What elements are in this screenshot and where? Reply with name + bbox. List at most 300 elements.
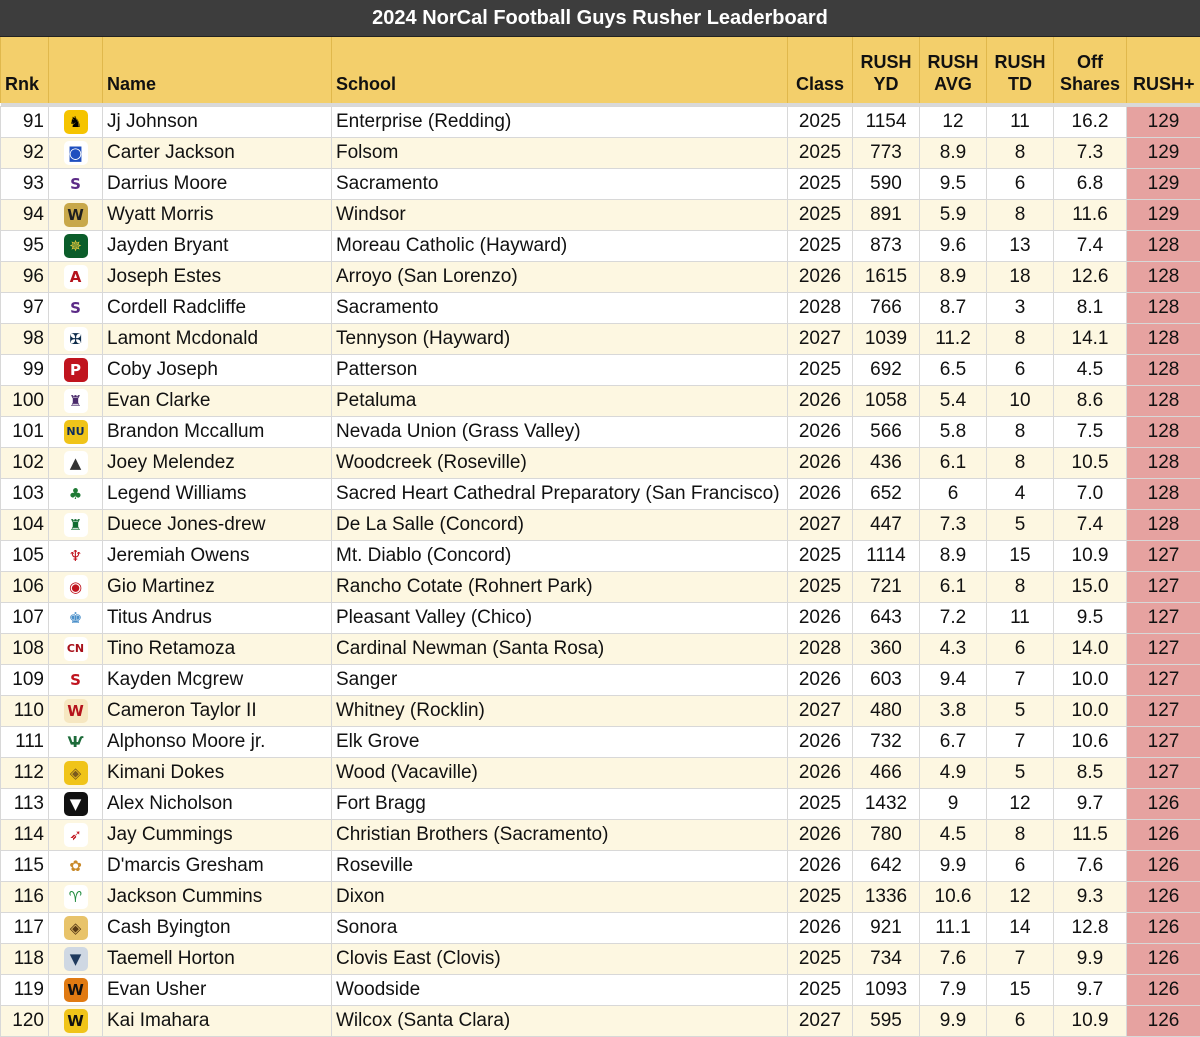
rush-avg-cell[interactable]: 8.9 [920, 541, 987, 572]
logo-cell[interactable] [49, 293, 103, 324]
rush-td-cell[interactable]: 8 [987, 572, 1054, 603]
rush-td-cell[interactable]: 8 [987, 417, 1054, 448]
rank-cell[interactable]: 102 [1, 448, 49, 479]
off-shares-cell[interactable]: 8.5 [1054, 758, 1127, 789]
name-cell[interactable]: Alphonso Moore jr. [103, 727, 332, 758]
rush-plus-cell[interactable]: 126 [1127, 820, 1200, 851]
rush-yd-cell[interactable]: 360 [853, 634, 920, 665]
school-cell[interactable]: Roseville [332, 851, 788, 882]
col-header-school[interactable]: School [332, 37, 788, 103]
off-shares-cell[interactable]: 11.5 [1054, 820, 1127, 851]
table-row[interactable] [1, 789, 1200, 820]
rank-cell[interactable]: 92 [1, 138, 49, 169]
table-row[interactable] [1, 355, 1200, 386]
school-cell[interactable]: Woodcreek (Roseville) [332, 448, 788, 479]
table-row[interactable] [1, 138, 1200, 169]
class-cell[interactable]: 2026 [788, 603, 853, 634]
name-cell[interactable]: D'marcis Gresham [103, 851, 332, 882]
school-cell[interactable]: Fort Bragg [332, 789, 788, 820]
rush-plus-cell[interactable]: 127 [1127, 665, 1200, 696]
rush-yd-cell[interactable]: 436 [853, 448, 920, 479]
rush-plus-cell[interactable]: 128 [1127, 324, 1200, 355]
class-cell[interactable]: 2026 [788, 913, 853, 944]
rush-td-cell[interactable]: 13 [987, 231, 1054, 262]
rush-avg-cell[interactable]: 6 [920, 479, 987, 510]
class-cell[interactable]: 2025 [788, 572, 853, 603]
name-cell[interactable]: Wyatt Morris [103, 200, 332, 231]
logo-cell[interactable] [49, 913, 103, 944]
name-cell[interactable]: Tino Retamoza [103, 634, 332, 665]
school-cell[interactable]: Sonora [332, 913, 788, 944]
school-cell[interactable]: De La Salle (Concord) [332, 510, 788, 541]
name-cell[interactable]: Evan Clarke [103, 386, 332, 417]
rush-avg-cell[interactable]: 5.9 [920, 200, 987, 231]
rush-yd-cell[interactable]: 766 [853, 293, 920, 324]
class-cell[interactable]: 2025 [788, 541, 853, 572]
col-header-class[interactable]: Class [788, 37, 853, 103]
rush-td-cell[interactable]: 7 [987, 665, 1054, 696]
rush-avg-cell[interactable]: 12 [920, 107, 987, 138]
rank-cell[interactable]: 103 [1, 479, 49, 510]
name-cell[interactable]: Cordell Radcliffe [103, 293, 332, 324]
table-row[interactable] [1, 107, 1200, 138]
rank-cell[interactable]: 99 [1, 355, 49, 386]
rush-yd-cell[interactable]: 780 [853, 820, 920, 851]
rank-cell[interactable]: 109 [1, 665, 49, 696]
class-cell[interactable]: 2026 [788, 851, 853, 882]
rush-plus-cell[interactable]: 128 [1127, 448, 1200, 479]
table-row[interactable] [1, 696, 1200, 727]
rush-plus-cell[interactable]: 126 [1127, 789, 1200, 820]
table-row[interactable] [1, 262, 1200, 293]
class-cell[interactable]: 2026 [788, 727, 853, 758]
rank-cell[interactable]: 97 [1, 293, 49, 324]
table-row[interactable] [1, 200, 1200, 231]
rush-yd-cell[interactable]: 1615 [853, 262, 920, 293]
rush-td-cell[interactable]: 7 [987, 944, 1054, 975]
rush-plus-cell[interactable]: 128 [1127, 510, 1200, 541]
rush-plus-cell[interactable]: 128 [1127, 355, 1200, 386]
col-header-off-shares[interactable] [1054, 37, 1127, 103]
logo-cell[interactable] [49, 1006, 103, 1037]
col-header-rush-plus[interactable]: RUSH+ [1127, 37, 1200, 103]
rush-td-cell[interactable]: 8 [987, 448, 1054, 479]
rush-avg-cell[interactable]: 4.5 [920, 820, 987, 851]
logo-cell[interactable] [49, 324, 103, 355]
school-cell[interactable]: Clovis East (Clovis) [332, 944, 788, 975]
school-cell[interactable]: Sanger [332, 665, 788, 696]
table-row[interactable] [1, 882, 1200, 913]
rush-yd-cell[interactable]: 773 [853, 138, 920, 169]
rush-plus-cell[interactable]: 129 [1127, 200, 1200, 231]
rank-cell[interactable]: 114 [1, 820, 49, 851]
rush-plus-cell[interactable]: 127 [1127, 572, 1200, 603]
logo-cell[interactable] [49, 789, 103, 820]
off-shares-cell[interactable]: 6.8 [1054, 169, 1127, 200]
rush-yd-cell[interactable]: 1039 [853, 324, 920, 355]
rush-plus-cell[interactable]: 126 [1127, 1006, 1200, 1037]
name-cell[interactable]: Jeremiah Owens [103, 541, 332, 572]
class-cell[interactable]: 2027 [788, 1006, 853, 1037]
rush-td-cell[interactable]: 7 [987, 727, 1054, 758]
school-cell[interactable]: Enterprise (Redding) [332, 107, 788, 138]
class-cell[interactable]: 2025 [788, 200, 853, 231]
rush-yd-cell[interactable]: 1058 [853, 386, 920, 417]
rush-td-cell[interactable]: 10 [987, 386, 1054, 417]
class-cell[interactable]: 2026 [788, 665, 853, 696]
rush-plus-cell[interactable]: 127 [1127, 603, 1200, 634]
rush-avg-cell[interactable]: 7.6 [920, 944, 987, 975]
name-cell[interactable]: Cash Byington [103, 913, 332, 944]
rush-plus-cell[interactable]: 127 [1127, 758, 1200, 789]
off-shares-cell[interactable]: 7.5 [1054, 417, 1127, 448]
rush-avg-cell[interactable]: 9.6 [920, 231, 987, 262]
table-row[interactable] [1, 758, 1200, 789]
rank-cell[interactable]: 116 [1, 882, 49, 913]
rank-cell[interactable]: 111 [1, 727, 49, 758]
off-shares-cell[interactable]: 14.1 [1054, 324, 1127, 355]
rush-avg-cell[interactable]: 9.9 [920, 1006, 987, 1037]
class-cell[interactable]: 2026 [788, 758, 853, 789]
logo-cell[interactable] [49, 417, 103, 448]
col-header-rush-yd[interactable] [853, 37, 920, 103]
class-cell[interactable]: 2025 [788, 882, 853, 913]
name-cell[interactable]: Titus Andrus [103, 603, 332, 634]
school-cell[interactable]: Wilcox (Santa Clara) [332, 1006, 788, 1037]
class-cell[interactable]: 2025 [788, 355, 853, 386]
table-row[interactable] [1, 1006, 1200, 1037]
rush-td-cell[interactable]: 5 [987, 510, 1054, 541]
rush-td-cell[interactable]: 4 [987, 479, 1054, 510]
rush-plus-cell[interactable]: 126 [1127, 882, 1200, 913]
rank-cell[interactable]: 91 [1, 107, 49, 138]
school-cell[interactable]: Moreau Catholic (Hayward) [332, 231, 788, 262]
off-shares-cell[interactable]: 15.0 [1054, 572, 1127, 603]
rush-yd-cell[interactable]: 480 [853, 696, 920, 727]
table-row[interactable] [1, 510, 1200, 541]
rush-plus-cell[interactable]: 128 [1127, 293, 1200, 324]
off-shares-cell[interactable]: 9.5 [1054, 603, 1127, 634]
off-shares-cell[interactable]: 8.6 [1054, 386, 1127, 417]
rush-avg-cell[interactable]: 4.3 [920, 634, 987, 665]
rush-plus-cell[interactable]: 126 [1127, 851, 1200, 882]
rush-td-cell[interactable]: 5 [987, 696, 1054, 727]
class-cell[interactable]: 2025 [788, 231, 853, 262]
school-cell[interactable]: Dixon [332, 882, 788, 913]
rush-avg-cell[interactable]: 6.5 [920, 355, 987, 386]
logo-cell[interactable] [49, 448, 103, 479]
off-shares-cell[interactable]: 7.4 [1054, 231, 1127, 262]
off-shares-cell[interactable]: 7.0 [1054, 479, 1127, 510]
rush-yd-cell[interactable]: 642 [853, 851, 920, 882]
table-row[interactable] [1, 634, 1200, 665]
rush-plus-cell[interactable]: 129 [1127, 169, 1200, 200]
name-cell[interactable]: Kai Imahara [103, 1006, 332, 1037]
rush-yd-cell[interactable]: 1432 [853, 789, 920, 820]
logo-cell[interactable] [49, 510, 103, 541]
name-cell[interactable]: Cameron Taylor II [103, 696, 332, 727]
school-cell[interactable]: Pleasant Valley (Chico) [332, 603, 788, 634]
class-cell[interactable]: 2028 [788, 634, 853, 665]
rank-cell[interactable]: 100 [1, 386, 49, 417]
rank-cell[interactable]: 108 [1, 634, 49, 665]
class-cell[interactable]: 2025 [788, 944, 853, 975]
rush-td-cell[interactable]: 18 [987, 262, 1054, 293]
rush-plus-cell[interactable]: 129 [1127, 138, 1200, 169]
logo-cell[interactable] [49, 758, 103, 789]
rush-avg-cell[interactable]: 7.9 [920, 975, 987, 1006]
logo-cell[interactable] [49, 820, 103, 851]
logo-cell[interactable] [49, 479, 103, 510]
rank-cell[interactable]: 101 [1, 417, 49, 448]
name-cell[interactable]: Taemell Horton [103, 944, 332, 975]
rush-avg-cell[interactable]: 9.5 [920, 169, 987, 200]
rush-avg-cell[interactable]: 9 [920, 789, 987, 820]
rank-cell[interactable]: 113 [1, 789, 49, 820]
rank-cell[interactable]: 107 [1, 603, 49, 634]
rush-yd-cell[interactable]: 891 [853, 200, 920, 231]
school-cell[interactable]: Nevada Union (Grass Valley) [332, 417, 788, 448]
rush-td-cell[interactable]: 15 [987, 975, 1054, 1006]
off-shares-cell[interactable]: 7.6 [1054, 851, 1127, 882]
col-header-rush-td[interactable] [987, 37, 1054, 103]
rush-avg-cell[interactable]: 8.9 [920, 138, 987, 169]
table-row[interactable] [1, 417, 1200, 448]
rank-cell[interactable]: 120 [1, 1006, 49, 1037]
name-cell[interactable]: Coby Joseph [103, 355, 332, 386]
rush-td-cell[interactable]: 12 [987, 789, 1054, 820]
rush-yd-cell[interactable]: 447 [853, 510, 920, 541]
rush-plus-cell[interactable]: 128 [1127, 479, 1200, 510]
off-shares-cell[interactable]: 8.1 [1054, 293, 1127, 324]
rush-td-cell[interactable]: 8 [987, 820, 1054, 851]
rush-yd-cell[interactable]: 652 [853, 479, 920, 510]
table-row[interactable] [1, 975, 1200, 1006]
rush-plus-cell[interactable]: 127 [1127, 696, 1200, 727]
rush-plus-cell[interactable]: 126 [1127, 975, 1200, 1006]
table-row[interactable] [1, 603, 1200, 634]
rank-cell[interactable]: 94 [1, 200, 49, 231]
rush-avg-cell[interactable]: 3.8 [920, 696, 987, 727]
rush-plus-cell[interactable]: 127 [1127, 634, 1200, 665]
rush-plus-cell[interactable]: 129 [1127, 107, 1200, 138]
table-row[interactable] [1, 324, 1200, 355]
logo-cell[interactable] [49, 138, 103, 169]
school-cell[interactable]: Arroyo (San Lorenzo) [332, 262, 788, 293]
rush-td-cell[interactable]: 6 [987, 355, 1054, 386]
rush-plus-cell[interactable]: 126 [1127, 944, 1200, 975]
class-cell[interactable]: 2026 [788, 417, 853, 448]
off-shares-cell[interactable]: 12.6 [1054, 262, 1127, 293]
name-cell[interactable]: Kayden Mcgrew [103, 665, 332, 696]
name-cell[interactable]: Evan Usher [103, 975, 332, 1006]
off-shares-cell[interactable]: 10.9 [1054, 1006, 1127, 1037]
rush-td-cell[interactable]: 6 [987, 169, 1054, 200]
table-row[interactable] [1, 448, 1200, 479]
name-cell[interactable]: Jj Johnson [103, 107, 332, 138]
rush-td-cell[interactable]: 5 [987, 758, 1054, 789]
rush-avg-cell[interactable]: 6.1 [920, 572, 987, 603]
class-cell[interactable]: 2025 [788, 789, 853, 820]
rush-td-cell[interactable]: 3 [987, 293, 1054, 324]
off-shares-cell[interactable]: 9.7 [1054, 789, 1127, 820]
rush-td-cell[interactable]: 6 [987, 1006, 1054, 1037]
table-row[interactable] [1, 851, 1200, 882]
school-cell[interactable]: Sacramento [332, 169, 788, 200]
rush-yd-cell[interactable]: 734 [853, 944, 920, 975]
logo-cell[interactable] [49, 169, 103, 200]
logo-cell[interactable] [49, 572, 103, 603]
rank-cell[interactable]: 95 [1, 231, 49, 262]
rank-cell[interactable]: 98 [1, 324, 49, 355]
name-cell[interactable]: Brandon Mccallum [103, 417, 332, 448]
rush-td-cell[interactable]: 15 [987, 541, 1054, 572]
rush-td-cell[interactable]: 11 [987, 603, 1054, 634]
rush-avg-cell[interactable]: 8.7 [920, 293, 987, 324]
name-cell[interactable]: Duece Jones-drew [103, 510, 332, 541]
rank-cell[interactable]: 106 [1, 572, 49, 603]
rush-plus-cell[interactable]: 128 [1127, 231, 1200, 262]
school-cell[interactable]: Patterson [332, 355, 788, 386]
rank-cell[interactable]: 112 [1, 758, 49, 789]
rush-yd-cell[interactable]: 566 [853, 417, 920, 448]
school-cell[interactable]: Tennyson (Hayward) [332, 324, 788, 355]
logo-cell[interactable] [49, 200, 103, 231]
table-row[interactable] [1, 169, 1200, 200]
logo-cell[interactable] [49, 262, 103, 293]
rush-avg-cell[interactable]: 11.1 [920, 913, 987, 944]
class-cell[interactable]: 2027 [788, 510, 853, 541]
off-shares-cell[interactable]: 7.4 [1054, 510, 1127, 541]
school-cell[interactable]: Woodside [332, 975, 788, 1006]
school-cell[interactable]: Wood (Vacaville) [332, 758, 788, 789]
table-row[interactable] [1, 231, 1200, 262]
off-shares-cell[interactable]: 9.9 [1054, 944, 1127, 975]
logo-cell[interactable] [49, 665, 103, 696]
off-shares-cell[interactable]: 11.6 [1054, 200, 1127, 231]
rush-plus-cell[interactable]: 128 [1127, 262, 1200, 293]
logo-cell[interactable] [49, 107, 103, 138]
logo-cell[interactable] [49, 975, 103, 1006]
off-shares-cell[interactable]: 9.3 [1054, 882, 1127, 913]
logo-cell[interactable] [49, 603, 103, 634]
rush-td-cell[interactable]: 14 [987, 913, 1054, 944]
table-row[interactable] [1, 944, 1200, 975]
school-cell[interactable]: Rancho Cotate (Rohnert Park) [332, 572, 788, 603]
off-shares-cell[interactable]: 10.5 [1054, 448, 1127, 479]
rush-avg-cell[interactable]: 6.1 [920, 448, 987, 479]
off-shares-cell[interactable]: 10.9 [1054, 541, 1127, 572]
off-shares-cell[interactable]: 4.5 [1054, 355, 1127, 386]
rush-avg-cell[interactable]: 10.6 [920, 882, 987, 913]
school-cell[interactable]: Cardinal Newman (Santa Rosa) [332, 634, 788, 665]
school-cell[interactable]: Sacramento [332, 293, 788, 324]
logo-cell[interactable] [49, 355, 103, 386]
class-cell[interactable]: 2028 [788, 293, 853, 324]
rush-avg-cell[interactable]: 7.2 [920, 603, 987, 634]
name-cell[interactable]: Jay Cummings [103, 820, 332, 851]
rush-yd-cell[interactable]: 921 [853, 913, 920, 944]
rush-yd-cell[interactable]: 1336 [853, 882, 920, 913]
name-cell[interactable]: Jayden Bryant [103, 231, 332, 262]
rush-plus-cell[interactable]: 126 [1127, 913, 1200, 944]
name-cell[interactable]: Gio Martinez [103, 572, 332, 603]
table-row[interactable] [1, 820, 1200, 851]
rush-yd-cell[interactable]: 466 [853, 758, 920, 789]
rank-cell[interactable]: 119 [1, 975, 49, 1006]
rush-avg-cell[interactable]: 5.4 [920, 386, 987, 417]
rush-yd-cell[interactable]: 692 [853, 355, 920, 386]
rush-yd-cell[interactable]: 1114 [853, 541, 920, 572]
name-cell[interactable]: Joey Melendez [103, 448, 332, 479]
class-cell[interactable]: 2026 [788, 820, 853, 851]
off-shares-cell[interactable]: 10.0 [1054, 696, 1127, 727]
table-row[interactable] [1, 727, 1200, 758]
off-shares-cell[interactable]: 10.6 [1054, 727, 1127, 758]
off-shares-cell[interactable]: 12.8 [1054, 913, 1127, 944]
class-cell[interactable]: 2026 [788, 386, 853, 417]
school-cell[interactable]: Sacred Heart Cathedral Preparatory (San Francisco) [332, 479, 788, 510]
rush-avg-cell[interactable]: 11.2 [920, 324, 987, 355]
logo-cell[interactable] [49, 727, 103, 758]
name-cell[interactable]: Legend Williams [103, 479, 332, 510]
school-cell[interactable]: Elk Grove [332, 727, 788, 758]
class-cell[interactable]: 2027 [788, 696, 853, 727]
table-row[interactable] [1, 479, 1200, 510]
rush-td-cell[interactable]: 8 [987, 200, 1054, 231]
logo-cell[interactable] [49, 386, 103, 417]
col-header-name[interactable]: Name [103, 37, 332, 103]
off-shares-cell[interactable]: 14.0 [1054, 634, 1127, 665]
rank-cell[interactable]: 96 [1, 262, 49, 293]
rush-avg-cell[interactable]: 6.7 [920, 727, 987, 758]
name-cell[interactable]: Lamont Mcdonald [103, 324, 332, 355]
logo-cell[interactable] [49, 851, 103, 882]
off-shares-cell[interactable]: 7.3 [1054, 138, 1127, 169]
table-row[interactable] [1, 572, 1200, 603]
rush-yd-cell[interactable]: 721 [853, 572, 920, 603]
table-row[interactable] [1, 665, 1200, 696]
rush-avg-cell[interactable]: 7.3 [920, 510, 987, 541]
rush-yd-cell[interactable]: 873 [853, 231, 920, 262]
school-cell[interactable]: Petaluma [332, 386, 788, 417]
off-shares-cell[interactable]: 9.7 [1054, 975, 1127, 1006]
logo-cell[interactable] [49, 541, 103, 572]
name-cell[interactable]: Kimani Dokes [103, 758, 332, 789]
rush-plus-cell[interactable]: 128 [1127, 417, 1200, 448]
name-cell[interactable]: Alex Nicholson [103, 789, 332, 820]
rush-td-cell[interactable]: 6 [987, 634, 1054, 665]
rush-td-cell[interactable]: 6 [987, 851, 1054, 882]
rank-cell[interactable]: 115 [1, 851, 49, 882]
school-cell[interactable]: Mt. Diablo (Concord) [332, 541, 788, 572]
rush-avg-cell[interactable]: 9.4 [920, 665, 987, 696]
class-cell[interactable]: 2025 [788, 107, 853, 138]
rank-cell[interactable]: 104 [1, 510, 49, 541]
name-cell[interactable]: Darrius Moore [103, 169, 332, 200]
school-cell[interactable]: Christian Brothers (Sacramento) [332, 820, 788, 851]
rank-cell[interactable]: 118 [1, 944, 49, 975]
school-cell[interactable]: Whitney (Rocklin) [332, 696, 788, 727]
class-cell[interactable]: 2025 [788, 975, 853, 1006]
rush-td-cell[interactable]: 8 [987, 324, 1054, 355]
rush-td-cell[interactable]: 8 [987, 138, 1054, 169]
rank-cell[interactable]: 110 [1, 696, 49, 727]
rush-yd-cell[interactable]: 1093 [853, 975, 920, 1006]
rush-yd-cell[interactable]: 732 [853, 727, 920, 758]
table-row[interactable] [1, 913, 1200, 944]
col-header-rush-avg[interactable] [920, 37, 987, 103]
